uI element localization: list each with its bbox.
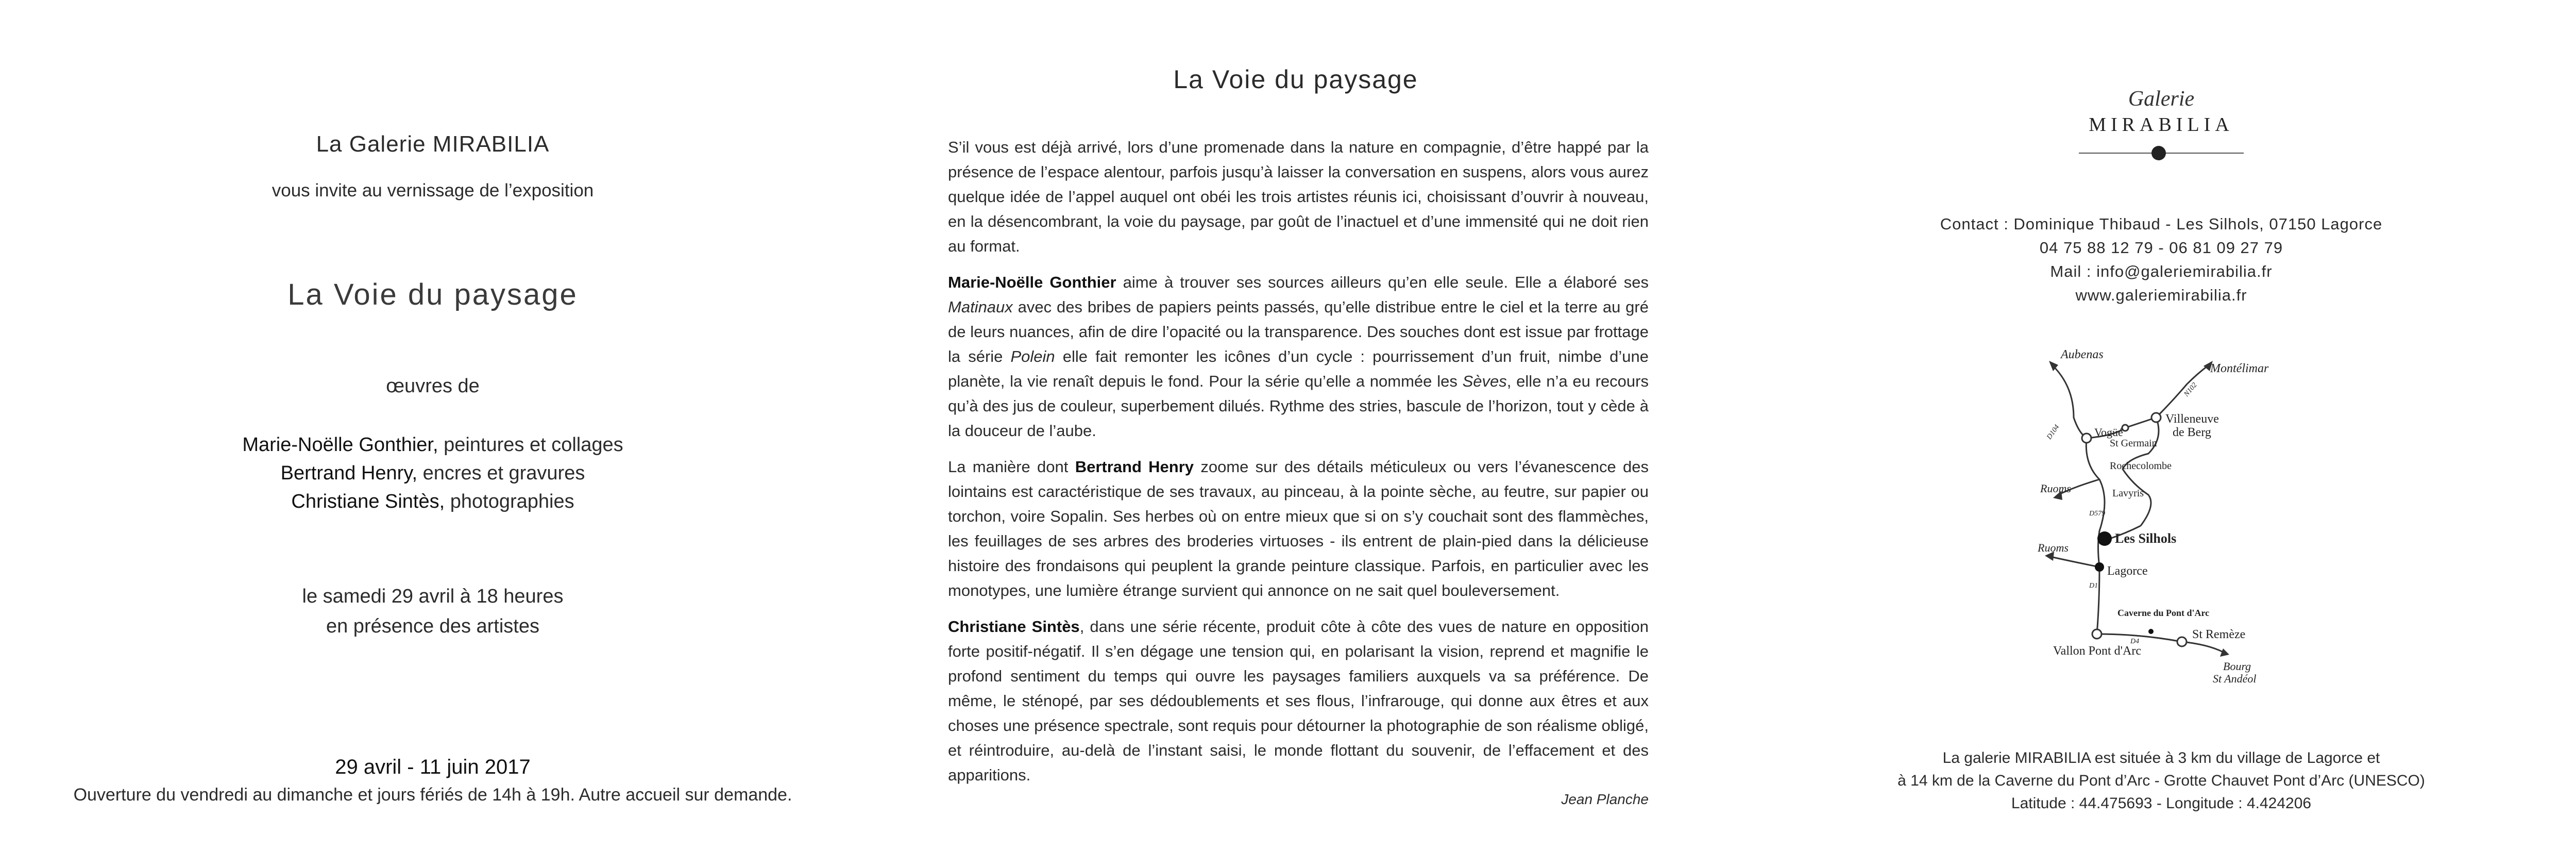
artist-medium: peintures et collages — [438, 434, 623, 456]
road-lagorce-vallon — [2097, 567, 2099, 634]
artist-name: Christiane Sintès — [948, 618, 1080, 636]
town-marker-st-remeze — [2177, 637, 2187, 646]
logo-name-text: MIRABILIA — [2089, 114, 2234, 136]
contact-block — [1747, 212, 2576, 307]
essay-paragraph — [948, 455, 1649, 603]
artist-name: Bertrand Henry — [1075, 458, 1194, 476]
contact-mail[interactable]: Mail : info@galeriemirabilia.fr — [2050, 262, 2273, 280]
artists-list — [0, 431, 866, 516]
footer-line: à 14 km de la Caverne du Pont d’Arc - Grotte Chauvet Pont d’Arc (UNESCO) — [1897, 772, 2425, 789]
town-marker-vallon — [2092, 629, 2102, 639]
map-key-markers — [2095, 531, 2154, 634]
location-map — [2038, 345, 2295, 706]
artist-line — [0, 431, 866, 459]
caverne-marker-icon — [2148, 629, 2154, 634]
essay-paragraph: S’il vous est déjà arrivé, lors d’une promenade dans la nature en compagnie, d’être happé par la présence de l’espace alentour, parfois jusqu’à laisser la conversation en suspens, alors vous aurez quelque idée de l’appel auquel ont obéi les trois artistes réunis ici, choisissant d’ouvrir à nouveau, en la désencombrant, la voie du paysage, par goût de l’inactuel et d’une immensité qui ne doit rien au format. — [948, 138, 1649, 255]
map-label-les-silhols: Les Silhols — [2115, 531, 2177, 546]
footer-coordinates: Latitude : 44.475693 - Longitude : 4.424206 — [2011, 795, 2312, 812]
vernissage-info — [0, 581, 866, 641]
artist-line — [0, 459, 866, 488]
map-label-villeneuve-1: Villeneuve — [2165, 412, 2219, 426]
logo-emblem-icon — [2151, 146, 2166, 160]
text-run: , dans une série récente, produit côte à côte des vues de nature en opposition forte positif-négatif. Il s’en dégage une tension qui, en polarisant la vision, reprend et magnifie le profond sentiment du temps qui ouvre les paysages familiers auxquels va sa préférence. De même, le sténopé, par ses dédoublements et ses flous, l’infrarouge, qui donne aux êtres et aux choses une présence spectrale, sont requis pour détourner la photographie de son réalisme obligé, et réintroduire, au-delà de l’instant saisi, le monde flottant du souvenir, de l’effacement et des apparitions. — [948, 618, 1649, 784]
invitation-panel — [0, 0, 866, 867]
map-label-lagorce: Lagorce — [2107, 564, 2148, 578]
les-silhols-marker-icon — [2097, 531, 2112, 546]
vernissage-presence: en présence des artistes — [326, 615, 539, 637]
contact-website[interactable]: www.galeriemirabilia.fr — [2075, 286, 2247, 304]
road-bourg — [2182, 642, 2223, 652]
text-run: La manière dont — [948, 458, 1075, 476]
essay-paragraph — [948, 270, 1649, 443]
road-ruoms-2 — [2050, 557, 2099, 567]
map-label-caverne: Caverne du Pont d'Arc — [2117, 608, 2210, 618]
road-montelimar — [2156, 366, 2208, 418]
map-road-label-d579: D579 — [2089, 510, 2106, 518]
info-panel — [1747, 0, 2576, 867]
map-label-villeneuve-2: de Berg — [2173, 426, 2211, 439]
map-road-label-d104: D104 — [2045, 423, 2061, 441]
map-label-montelimar: Montélimar — [2210, 362, 2269, 375]
text-run: avec des bribes de papiers peints passés, qu’elle distribue entre le ciel et la terre au gré de leurs nuances, afin de dire l’opacité ou la transparence. Des souches dont est issue par frottage la série — [948, 298, 1649, 365]
artist-name: Marie-Noëlle Gonthier — [948, 273, 1116, 291]
series-title: Matinaux — [948, 298, 1013, 316]
series-title: Polein — [1010, 347, 1055, 365]
contact-phones: 04 75 88 12 79 - 06 81 09 27 79 — [2039, 239, 2283, 257]
map-label-vogue: Vogüé — [2094, 426, 2123, 439]
location-footer — [1747, 747, 2576, 815]
logo-galerie-text: Galerie — [2128, 87, 2195, 111]
artist-name: Bertrand Henry, — [280, 462, 418, 484]
signature: Jean Planche — [1561, 791, 1649, 807]
map-label-rochecolombe: Rochecolombe — [2110, 460, 2172, 472]
essay-body — [948, 135, 1649, 799]
town-marker-villeneuve — [2151, 413, 2161, 422]
exhibition-title: La Voie du paysage — [287, 278, 578, 311]
text-run: , elle n’a eu recours qu’à des jus de couleur, superbement dilués. Rythme des stries, bascule de l’horizon, tout y cède à la douceur de l’aube. — [948, 372, 1649, 440]
lagorce-marker-icon — [2095, 562, 2104, 572]
map-label-st-germain: St Germain — [2110, 438, 2157, 449]
artist-name: Marie-Noëlle Gonthier, — [242, 434, 438, 456]
map-label-bourg: Bourg — [2223, 660, 2251, 673]
artist-line — [0, 488, 866, 516]
map-road-label-n102: N102 — [2182, 381, 2199, 398]
map-road-label-d4: D4 — [2130, 638, 2140, 645]
artist-medium: photographies — [445, 491, 574, 512]
arrow-bourg-icon — [2220, 648, 2229, 657]
essay-paragraph — [948, 614, 1649, 788]
map-road-label-d1: D1 — [2089, 582, 2098, 590]
artist-name: Christiane Sintès, — [291, 491, 445, 512]
map-label-aubenas: Aubenas — [2061, 348, 2104, 361]
artist-medium: encres et gravures — [417, 462, 585, 484]
invite-line: vous invite au vernissage de l’exposition — [272, 180, 594, 201]
exhibition-dates: 29 avril - 11 juin 2017 — [335, 756, 531, 778]
contact-line: Contact : Dominique Thibaud - Les Silhols, 07150 Lagorce — [1940, 215, 2383, 233]
series-title: Sèves — [1462, 372, 1507, 390]
gallery-line: La Galerie MIRABILIA — [316, 131, 550, 157]
road-villeneuve-south — [2123, 418, 2159, 526]
footer-line: La galerie MIRABILIA est située à 3 km du village de Lagorce et — [1942, 749, 2380, 766]
town-marker-vogue — [2082, 434, 2091, 443]
road-vallon-remeze — [2097, 634, 2182, 642]
map-label-vallon: Vallon Pont d'Arc — [2053, 644, 2141, 658]
map-label-st-remeze: St Remèze — [2192, 628, 2246, 641]
oeuvres-label: œuvres de — [386, 375, 480, 397]
map-labels — [2038, 348, 2269, 685]
text-panel — [891, 0, 1700, 867]
map-label-st-andeol: St Andéol — [2213, 672, 2257, 685]
text-run: aime à trouver ses sources ailleurs qu’en elle seule. Elle a élaboré ses — [1116, 273, 1649, 291]
essay-title: La Voie du paysage — [1173, 65, 1418, 94]
map-label-ruoms-1: Ruoms — [2040, 482, 2071, 495]
map-label-lavyris: Lavyris — [2112, 488, 2144, 499]
text-run: zoome sur des détails méticuleux ou vers l’évanescence des lointains est caractéristique de ses travaux, au pinceau, à la pointe sèche, au feutre, sur papier ou torchon, voire Sopalin. Ses herbes où on entre mieux que si on s’y couchait sont des flammèches, les feuillages de ses arbres des broderies virtuoses - ils entrent de plain-pied dans la délicieuse histoire des frondaisons qui peuplent la grande peinture classique. Parfois, en particulier avec les monotypes, une lumière étrange survient qui annonce on ne sait quel bouleversement. — [948, 458, 1649, 599]
text-run: elle fait remonter les icônes d’un cycle : pourrissement d’un fruit, nimbe d’une planète, la vie renaît depuis le fond. Pour la série qu’elle a nommée les — [948, 347, 1649, 390]
vernissage-date: le samedi 29 avril à 18 heures — [302, 586, 564, 607]
road-vogue-lagorce — [2086, 438, 2105, 567]
opening-hours: Ouverture du vendredi au dimanche et jours fériés de 14h à 19h. Autre accueil sur demande. — [73, 785, 792, 805]
map-label-ruoms-2: Ruoms — [2038, 541, 2069, 554]
